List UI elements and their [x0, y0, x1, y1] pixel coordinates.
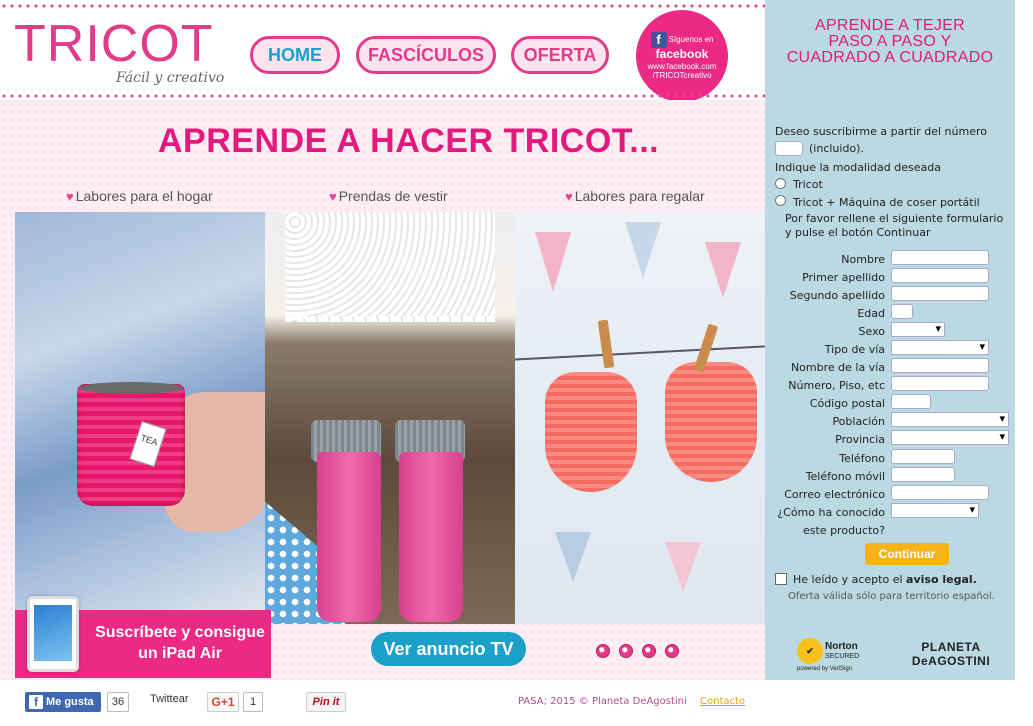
facebook-badge[interactable] — [636, 10, 728, 102]
subscription-sidebar — [765, 0, 1015, 680]
fb-line2: facebook — [655, 47, 709, 61]
issue-number-input[interactable] — [775, 141, 803, 156]
category-label: Labores para regalar — [574, 188, 705, 204]
label-nombre-via: Nombre de la vía — [790, 361, 885, 374]
sidebar-title-line: CUADRADO A CUADRADO — [786, 49, 994, 66]
tea-tag: TEA — [129, 421, 166, 467]
label-poblacion: Población — [832, 415, 885, 428]
fb-line3: www.facebook.com — [647, 61, 717, 71]
input-cp[interactable] — [891, 394, 931, 409]
promo-text: Suscríbete y consigue un iPad Air — [95, 624, 265, 662]
label-como: ¿Cómo ha conocido — [777, 506, 885, 519]
photo-booties[interactable] — [515, 212, 765, 624]
bootie-right — [665, 362, 757, 482]
select-como[interactable] — [891, 503, 979, 518]
mode-label: Indique la modalidad deseada — [775, 161, 941, 174]
heart-icon: ♥ — [66, 189, 74, 204]
ipad-promo-banner[interactable] — [15, 610, 271, 678]
label-como-2: este producto? — [803, 524, 885, 537]
lace-dress — [285, 212, 495, 322]
label-provincia: Provincia — [835, 433, 885, 446]
input-apellido1[interactable] — [891, 268, 989, 283]
carousel-dot-4[interactable] — [665, 644, 679, 658]
category-prendas[interactable] — [329, 188, 448, 204]
input-edad[interactable] — [891, 304, 913, 319]
label-sexo: Sexo — [858, 325, 885, 338]
form-instructions: Por favor rellene el siguiente formulario y pulse el botón Continuar — [785, 212, 1004, 239]
select-tipo-via[interactable] — [891, 340, 989, 355]
logo-title[interactable]: TRICOT — [14, 15, 214, 73]
input-telefono[interactable] — [891, 449, 955, 464]
subscribe-text: Deseo suscribirme a partir del número — [775, 125, 987, 138]
norton-name: Norton — [825, 641, 858, 652]
bunting-flag — [705, 242, 741, 298]
legal-prefix: He leído y acepto el — [793, 573, 903, 586]
input-movil[interactable] — [891, 467, 955, 482]
clothes-peg — [598, 320, 615, 369]
carousel-dot-1[interactable] — [596, 644, 610, 658]
heart-icon: ♥ — [565, 189, 573, 204]
facebook-icon: f — [651, 32, 667, 48]
offer-note: Oferta válida sólo para territorio español. — [788, 591, 995, 602]
legal-link[interactable]: aviso legal. — [906, 573, 977, 586]
legal-checkbox[interactable] — [775, 573, 787, 585]
contact-link[interactable]: Contacto — [700, 696, 746, 707]
boot-right — [399, 452, 463, 622]
planeta-line1: PLANETA — [921, 640, 981, 654]
select-sexo[interactable] — [891, 322, 945, 337]
option-maquina-label: Tricot + Máquina de coser portátil — [793, 196, 980, 209]
photo-mug[interactable] — [15, 212, 265, 624]
ipad-icon — [27, 596, 79, 672]
category-regalar[interactable] — [565, 188, 705, 204]
input-nombre-via[interactable] — [891, 358, 989, 373]
input-nombre[interactable] — [891, 250, 989, 265]
bunting-flag — [535, 232, 571, 292]
radio-tricot[interactable] — [775, 178, 786, 189]
label-cp: Código postal — [809, 397, 885, 410]
carousel-dot-2[interactable] — [619, 644, 633, 658]
ipad-screen — [34, 605, 72, 661]
nav-fasciculos-button[interactable]: FASCÍCULOS — [356, 36, 496, 74]
label-edad: Edad — [857, 307, 885, 320]
sidebar-title-line: APRENDE A TEJER — [814, 17, 966, 34]
facebook-icon: f — [29, 695, 43, 709]
norton-secured: SECURED — [825, 653, 860, 660]
label-apellido1: Primer apellido — [802, 271, 885, 284]
label-nombre: Nombre — [841, 253, 885, 266]
facebook-like-button[interactable] — [25, 692, 101, 712]
checkmark-icon: ✔ — [797, 638, 823, 664]
heart-icon: ♥ — [329, 189, 337, 204]
included-text: (incluido). — [809, 142, 864, 155]
tv-ad-button[interactable]: Ver anuncio TV — [371, 632, 526, 666]
dotted-border-top — [0, 4, 765, 8]
gplus-button[interactable]: G+1 — [207, 692, 239, 712]
copyright: PASA; 2015 © Planeta DeAgostini — [518, 696, 687, 707]
pinit-button[interactable]: Pin it — [306, 692, 346, 712]
label-apellido2: Segundo apellido — [789, 289, 885, 302]
category-label: Prendas de vestir — [338, 188, 448, 204]
planeta-line2: DeAGOSTINI — [911, 654, 991, 668]
mug-rim — [79, 382, 183, 394]
knitted-mug — [77, 384, 185, 506]
footer — [0, 680, 1033, 726]
option-tricot-label: Tricot — [793, 178, 823, 191]
label-movil: Teléfono móvil — [805, 470, 885, 483]
like-count: 36 — [107, 692, 129, 712]
label-telefono: Teléfono — [839, 452, 885, 465]
carousel-dot-3[interactable] — [642, 644, 656, 658]
gplus-count: 1 — [243, 692, 263, 712]
label-numero: Número, Piso, etc — [788, 379, 885, 392]
norton-badge[interactable] — [797, 638, 863, 672]
clothesline — [515, 345, 765, 360]
boot-left — [317, 452, 381, 622]
label-email: Correo electrónico — [784, 488, 885, 501]
planeta-logo[interactable] — [903, 640, 999, 668]
input-email[interactable] — [891, 485, 989, 500]
bunting-flag — [625, 222, 661, 278]
bunting-flag — [555, 532, 591, 582]
fb-line1: Síguenos en — [668, 35, 714, 45]
continue-button[interactable]: Continuar — [865, 543, 949, 565]
label-tipo-via: Tipo de vía — [824, 343, 885, 356]
header — [0, 0, 765, 100]
select-poblacion[interactable] — [891, 412, 1009, 427]
bunting-flag — [665, 542, 701, 592]
bootie-left — [545, 372, 637, 492]
input-apellido2[interactable] — [891, 286, 989, 301]
headline: APRENDE A HACER TRICOT... — [158, 122, 660, 160]
fb-line4: /TRICOTcreativo — [652, 70, 712, 80]
like-label: Me gusta — [46, 696, 94, 708]
sidebar-title — [765, 18, 1015, 66]
radio-tricot-maquina[interactable] — [775, 195, 786, 206]
photo-boots[interactable] — [265, 212, 515, 624]
input-numero[interactable] — [891, 376, 989, 391]
select-provincia[interactable] — [891, 430, 1009, 445]
category-hogar[interactable] — [66, 188, 213, 204]
sidebar-title-line: PASO A PASO Y — [828, 33, 952, 50]
norton-verisign: powered by VeriSign — [797, 666, 853, 672]
category-label: Labores para el hogar — [75, 188, 213, 204]
main-content — [0, 100, 765, 680]
nav-home-button[interactable]: HOME — [250, 36, 340, 74]
nav-oferta-button[interactable]: OFERTA — [511, 36, 609, 74]
legal-text — [793, 573, 977, 586]
dotted-border-bottom — [0, 94, 765, 98]
logo-subtitle: Fácil y creativo — [116, 70, 225, 86]
tweet-button[interactable]: Twittear — [150, 693, 189, 705]
